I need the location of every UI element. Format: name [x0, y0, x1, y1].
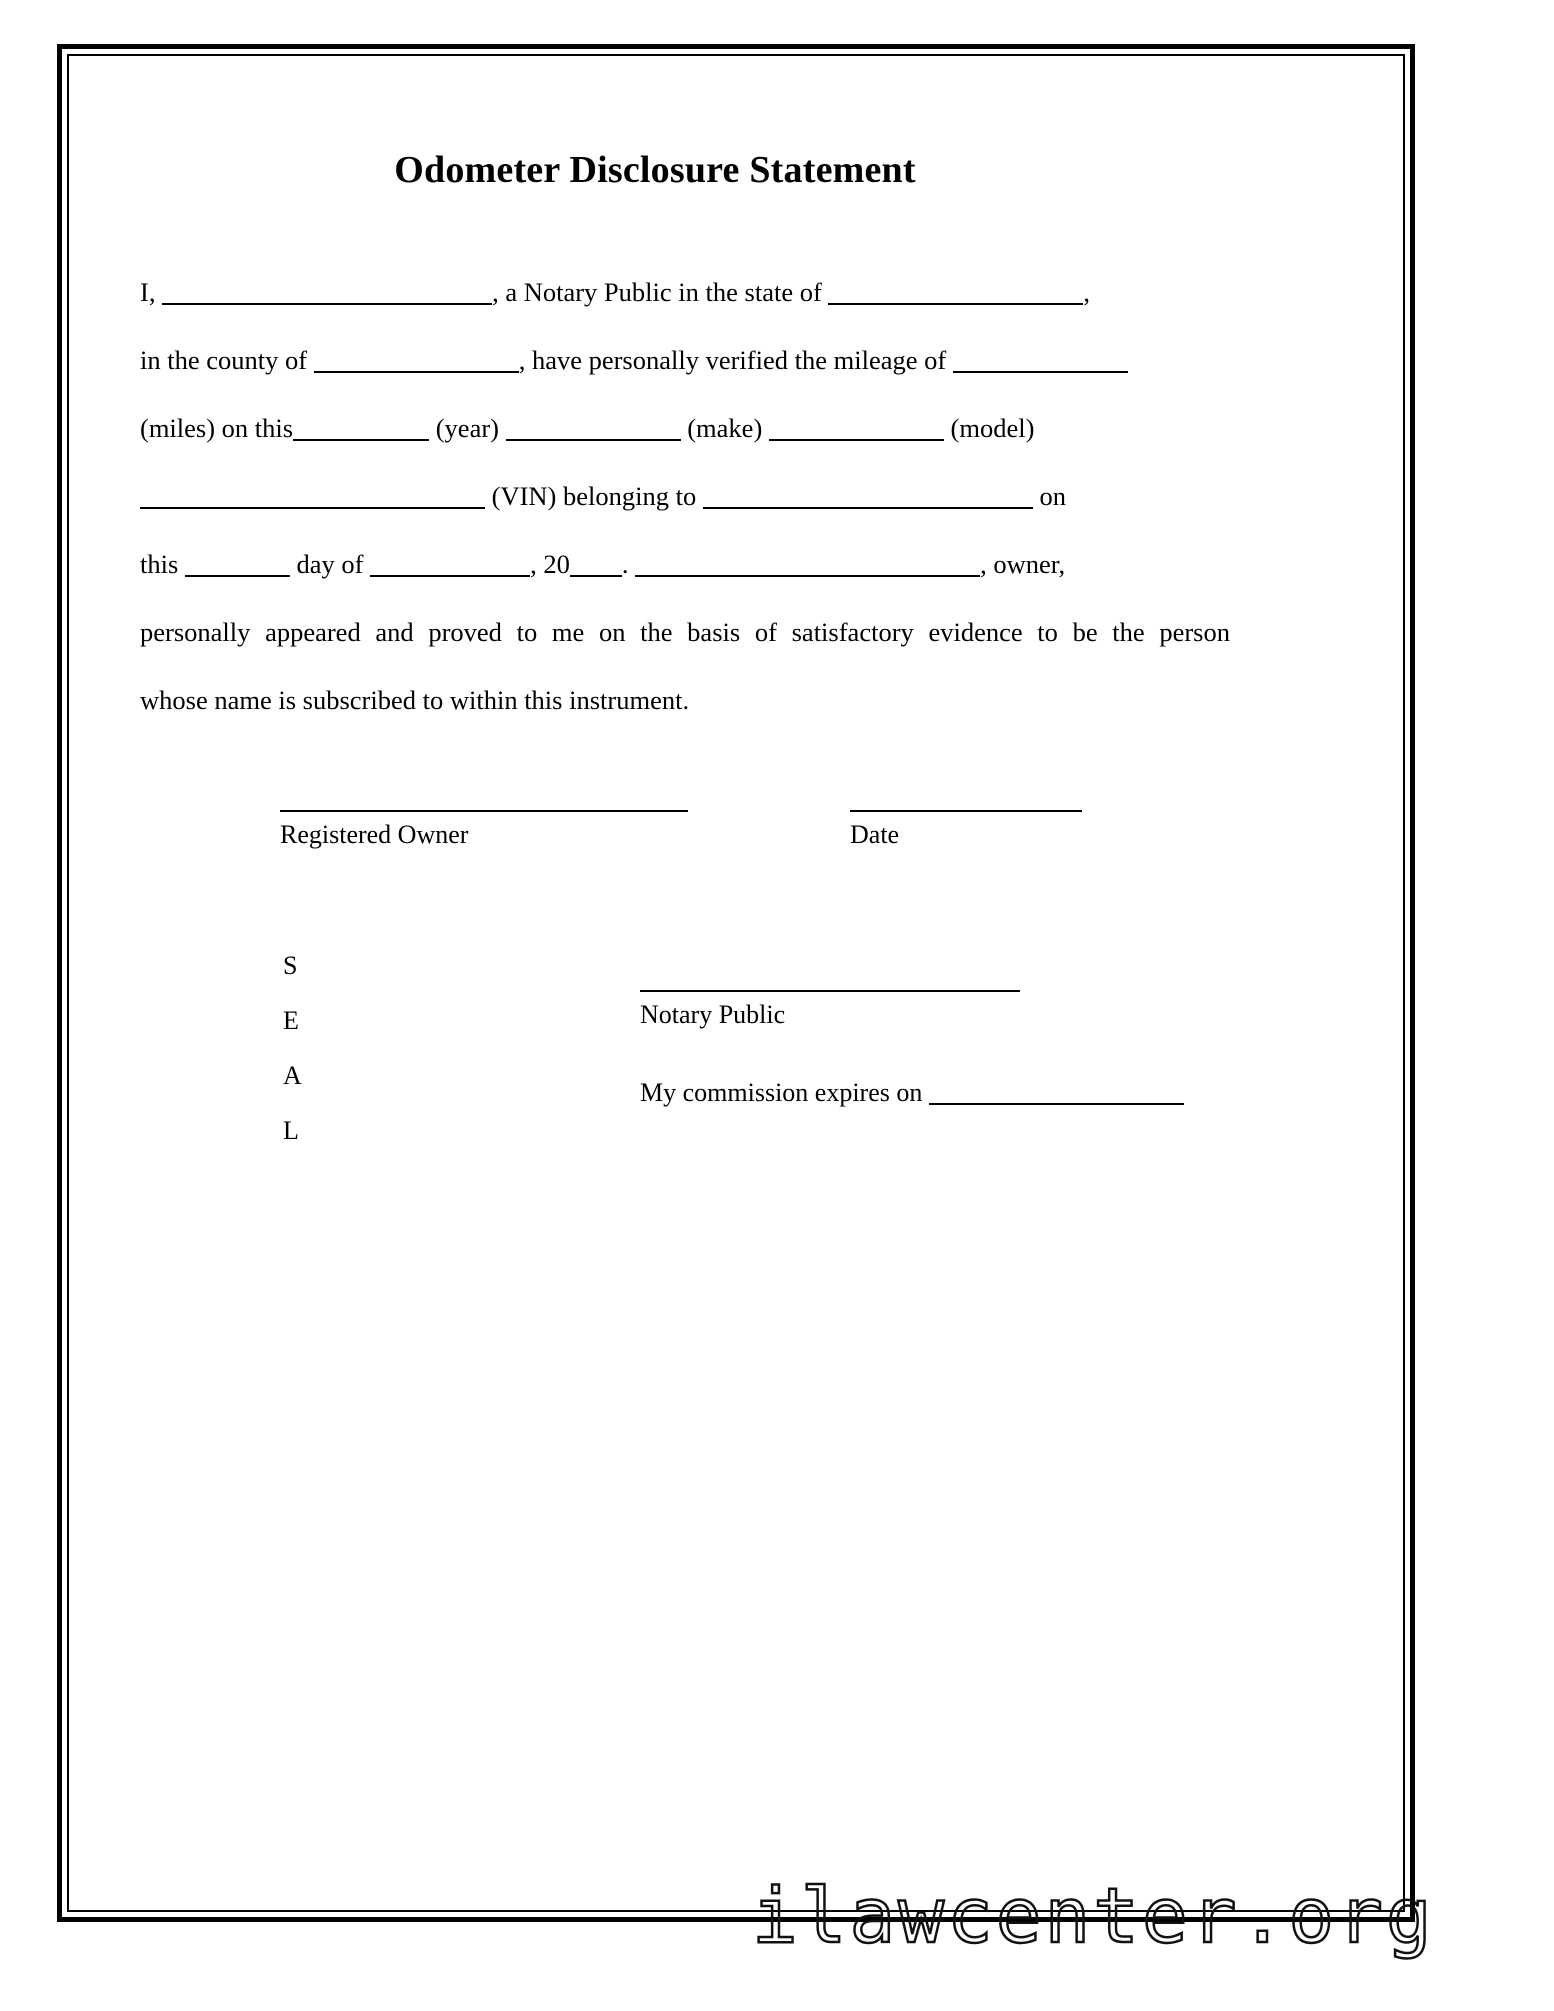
- date-field[interactable]: [850, 810, 1082, 852]
- belonging-to-blank[interactable]: [703, 485, 1033, 509]
- statement-line-7: whose name is subscribed to within this instrument.: [140, 685, 690, 715]
- line-1-text-3: ,: [1083, 277, 1091, 307]
- line-5-text-5: , owner,: [980, 549, 1066, 579]
- statement-line-4: [140, 462, 1230, 530]
- commission-expires-blank[interactable]: [929, 1081, 1184, 1105]
- seal-letter-a: A: [283, 1061, 302, 1090]
- line-2-text-2: , have personally verified the mileage of: [518, 345, 953, 375]
- owner-name-blank[interactable]: [635, 553, 980, 577]
- line-3-text-1: (miles) on this: [140, 413, 294, 443]
- vin-blank[interactable]: [140, 485, 485, 509]
- state-blank[interactable]: [828, 281, 1083, 305]
- site-watermark: ilawcenter.org: [752, 1871, 1435, 1960]
- notary-block: [640, 990, 1160, 1108]
- line-3-label-make: (make): [680, 413, 769, 443]
- seal-letter-e: E: [283, 1006, 299, 1035]
- statement-line-1: [140, 258, 1230, 326]
- year-two-digit-blank[interactable]: [570, 553, 622, 577]
- mileage-blank[interactable]: [953, 349, 1128, 373]
- line-4-text-1: (VIN) belonging to: [485, 481, 703, 511]
- line-1-text-1: I,: [140, 277, 163, 307]
- line-5-text-1: this: [140, 549, 185, 579]
- registered-owner-label: Registered Owner: [280, 820, 469, 849]
- line-3-label-model: (model): [943, 413, 1035, 443]
- line-3-label-year: (year): [429, 413, 506, 443]
- document-content: [140, 120, 1230, 1145]
- statement-line-5: [140, 530, 1230, 598]
- line-1-text-2: , a Notary Public in the state of: [492, 277, 829, 307]
- seal-letter-s: S: [283, 951, 298, 980]
- page-title: Odometer Disclosure Statement: [394, 149, 916, 191]
- registered-owner-field[interactable]: [280, 810, 688, 852]
- statement-line-3: [140, 394, 1230, 462]
- commission-expires-label: My commission expires on: [640, 1078, 929, 1107]
- day-blank[interactable]: [185, 553, 290, 577]
- notary-public-label: Notary Public: [640, 1000, 786, 1029]
- line-5-text-4: .: [621, 549, 636, 579]
- seal-column: [283, 938, 302, 1158]
- line-4-text-2: on: [1032, 481, 1066, 511]
- make-blank[interactable]: [769, 417, 944, 441]
- line-5-text-2: day of: [289, 549, 371, 579]
- date-label: Date: [850, 820, 900, 849]
- seal-letter-l: L: [283, 1116, 299, 1145]
- county-blank[interactable]: [314, 349, 519, 373]
- year-blank[interactable]: [506, 417, 681, 441]
- this-blank[interactable]: [293, 417, 429, 441]
- commission-expiration-row: [640, 1078, 1160, 1108]
- line-2-text-1: in the county of: [140, 345, 314, 375]
- statement-line-2: [140, 326, 1230, 394]
- document-body: [140, 258, 1230, 734]
- statement-line-6: personally appeared and proved to me on the basis of satisfactory evidence to be the person: [140, 617, 1230, 647]
- notary-name-blank[interactable]: [162, 281, 492, 305]
- month-blank[interactable]: [370, 553, 530, 577]
- line-5-text-3: , 20: [530, 549, 570, 579]
